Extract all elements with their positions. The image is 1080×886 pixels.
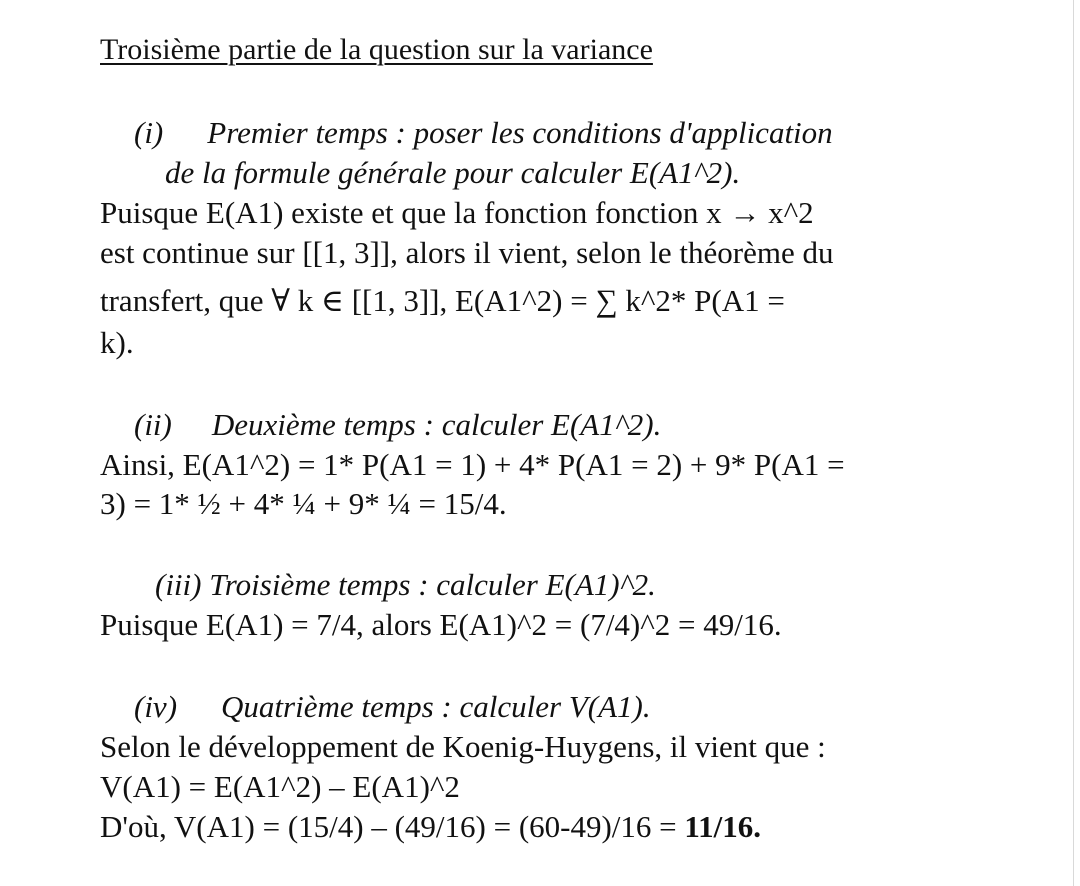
section-1-heading-continuation: de la formule générale pour calculer E(A1^2). — [165, 155, 741, 190]
section-1-body-line-1: Puisque E(A1) existe et que la fonction fonction x → x^2 — [100, 195, 814, 230]
page-title: Troisième partie de la question sur la variance — [100, 33, 653, 66]
section-4-heading-text: Quatrième temps : calculer V(A1). — [221, 689, 651, 724]
section-1-body-line-2: est continue sur [[1, 3]], alors il vient, selon le théorème du — [100, 235, 834, 270]
section-1-heading-text: Premier temps : poser les conditions d'application — [207, 115, 833, 150]
section-2-heading — [134, 406, 661, 444]
section-1-body-line-3: transfert, que ∀ k ∈ [[1, 3]], E(A1^2) = ∑ k^2* P(A1 = — [100, 283, 785, 318]
section-4-conclusion-text: D'où, V(A1) = (15/4) – (49/16) = (60-49)/16 = — [100, 809, 685, 844]
section-1-heading — [134, 114, 833, 152]
section-1-body-line-4: k). — [100, 325, 134, 360]
section-2-body-line-1: Ainsi, E(A1^2) = 1* P(A1 = 1) + 4* P(A1 = 2) + 9* P(A1 = — [100, 447, 845, 482]
section-1-numeral: (i) — [134, 115, 164, 150]
section-3-heading: (iii) Troisième temps : calculer E(A1)^2. — [155, 567, 656, 602]
section-4-numeral: (iv) — [134, 689, 178, 724]
section-2-heading-text: Deuxième temps : calculer E(A1^2). — [211, 407, 662, 442]
section-4-body-line-3 — [100, 808, 761, 846]
section-2-numeral: (ii) — [134, 407, 172, 442]
final-result: 11/16. — [684, 809, 762, 844]
section-4-body-line-2: V(A1) = E(A1^2) – E(A1)^2 — [100, 769, 460, 804]
section-4-heading — [134, 688, 651, 726]
section-4-body-line-1: Selon le développement de Koenig-Huygens, il vient que : — [100, 729, 826, 764]
page-edge — [1073, 0, 1074, 886]
section-2-body-line-2: 3) = 1* ½ + 4* ¼ + 9* ¼ = 15/4. — [100, 486, 507, 521]
section-3-body-line-1: Puisque E(A1) = 7/4, alors E(A1)^2 = (7/4)^2 = 49/16. — [100, 607, 782, 642]
